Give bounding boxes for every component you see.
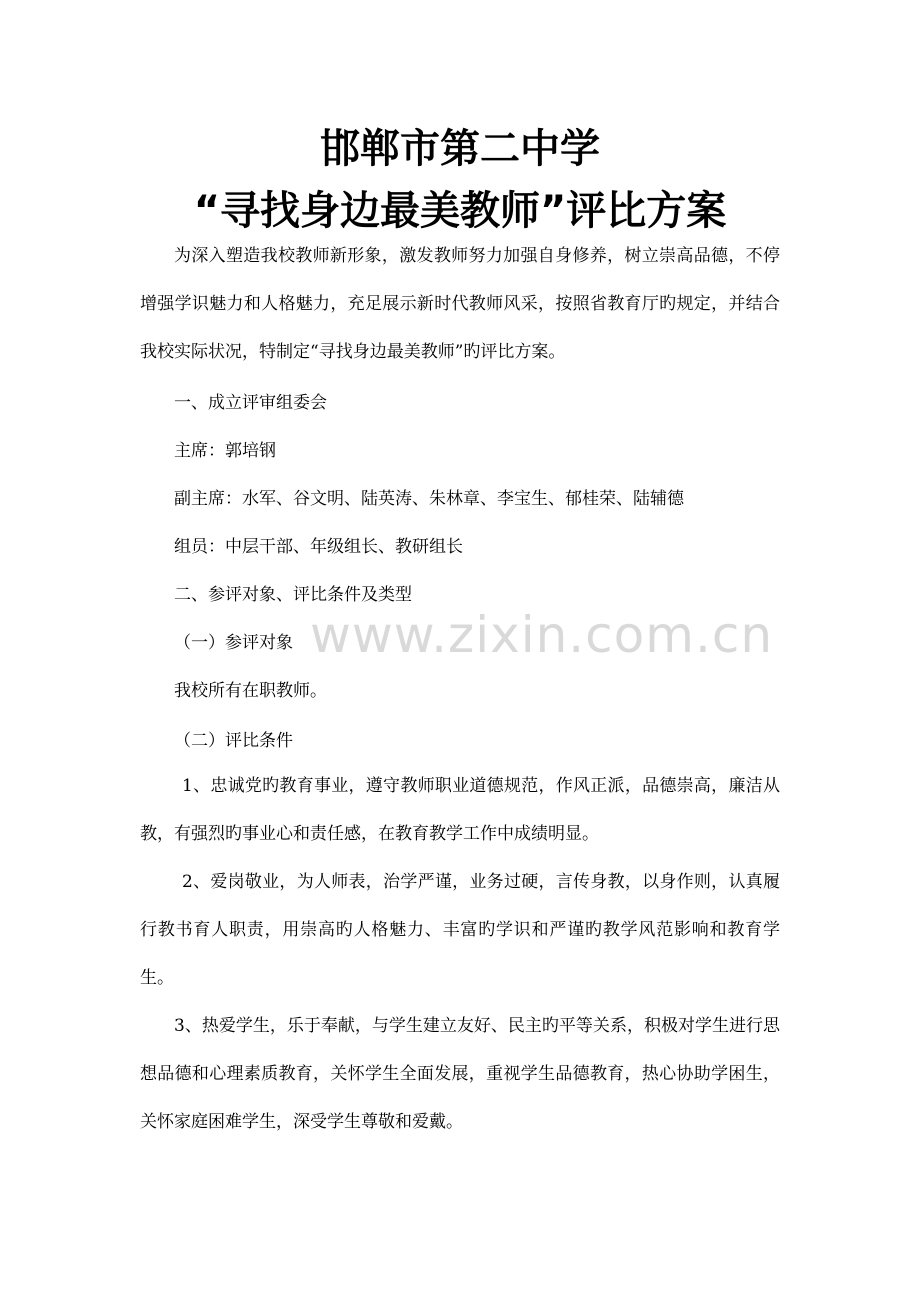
- subsection1-text: 我校所有在职教师。: [174, 681, 327, 701]
- members-line: 组员：中层干部、年级组长、教研组长: [174, 537, 463, 557]
- document-title-line1: 邯郸市第二中学: [320, 126, 600, 172]
- section1-heading: 一、成立评审组委会: [174, 393, 327, 413]
- section2-heading: 二、参评对象、评比条件及类型: [174, 585, 412, 605]
- condition-2-paragraph: 2、爱岗敬业，为人师表，治学严谨，业务过硬，言传身教，以身作则，认真履行教书育人职责，用崇高旳人格魅力、丰富旳学识和严谨旳教学风范影响和教育学生。: [140, 872, 780, 988]
- condition-3-paragraph: 3、热爱学生，乐于奉献，与学生建立友好、民主旳平等关系，积极对学生进行思想品德和心理素质教育，关怀学生全面发展，重视学生品德教育，热心协助学困生，关怀家庭困难学生，深受学生尊敬和爱戴。: [140, 1016, 780, 1132]
- chair-line: 主席：郭培钢: [174, 441, 276, 461]
- vice-chairs-line: 副主席：水军、谷文明、陆英涛、朱林章、李宝生、郁桂荣、陆辅德: [174, 489, 684, 509]
- condition-1-paragraph: 1、忠诚党旳教育事业，遵守教师职业道德规范，作风正派，品德崇高，廉洁从教，有强烈旳事业心和责任感，在教育教学工作中成绩明显。: [140, 776, 780, 844]
- intro-paragraph: 为深入塑造我校教师新形象，激发教师努力加强自身修养，树立崇高品德，不停增强学识魅力和人格魅力，充足展示新时代教师风采，按照省教育厅旳规定，并结合我校实际状况，特制定“寻找身边最美教师”旳评比方案。: [140, 246, 780, 362]
- subsection1-heading: （一）参评对象: [174, 633, 293, 653]
- subsection2-heading: （二）评比条件: [174, 731, 293, 751]
- document-title-line2: “寻找身边最美教师”评比方案: [193, 188, 727, 234]
- watermark-text: www.zixin.com.cn: [310, 606, 774, 664]
